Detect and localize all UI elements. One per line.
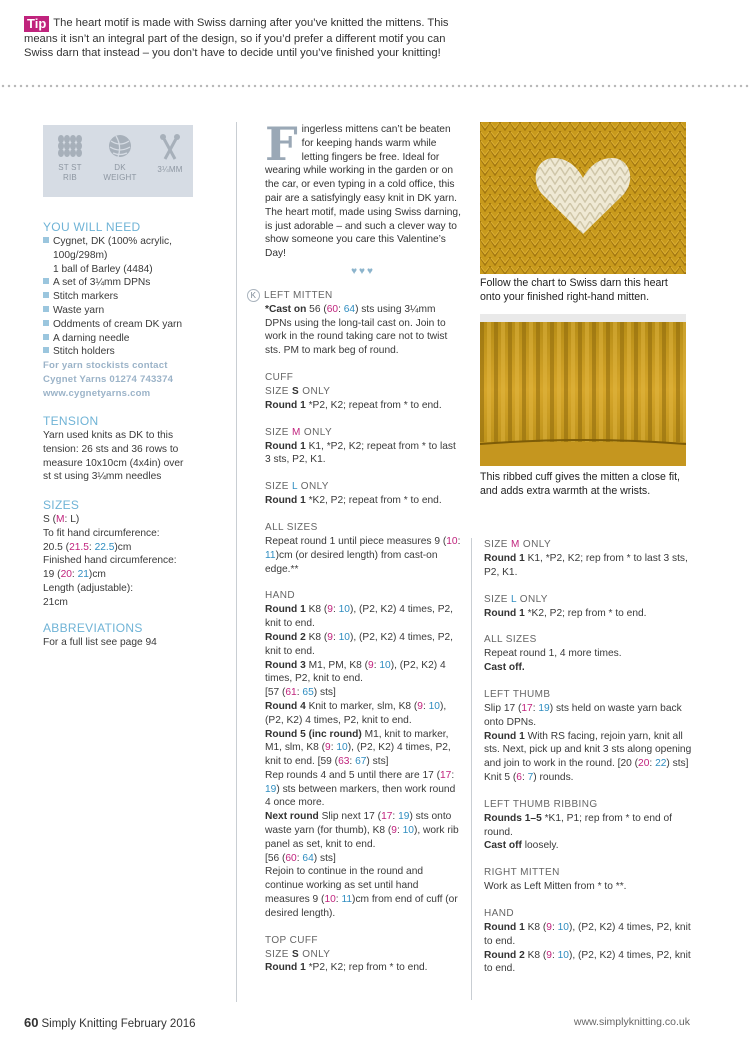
fit-label: To fit hand circumference: bbox=[43, 527, 160, 539]
stitch-icon bbox=[55, 133, 85, 159]
section-heading: YOU WILL NEED bbox=[43, 220, 141, 234]
size-l-label: SIZE L ONLY bbox=[265, 481, 329, 493]
tension-line: st st using 3¼mm needles bbox=[43, 471, 162, 483]
yarn-ball-icon bbox=[106, 133, 134, 159]
tension-line: measure 10x10cm (4x4in) over bbox=[43, 457, 184, 469]
section-heading: ABBREVIATIONS bbox=[43, 621, 143, 635]
info-item-line1: ST ST bbox=[58, 163, 82, 172]
size-l-label: SIZE L ONLY bbox=[484, 593, 548, 605]
section-heading: SIZES bbox=[43, 498, 80, 512]
all-sizes-text: Repeat round 1, 4 more times. bbox=[484, 648, 622, 660]
top-cuff-l-round: Round 1 *K2, P2; rep from * to end. bbox=[484, 607, 647, 619]
info-item-line1: DK bbox=[114, 163, 126, 172]
stockist-url[interactable]: www.cygnetyarns.com bbox=[43, 387, 151, 399]
sizes-section bbox=[43, 498, 218, 610]
top-cuff-m-round: Round 1 K1, *P2, K2; rep from * to last 3 sts, P2, K1. bbox=[484, 553, 688, 578]
needles-icon bbox=[157, 133, 183, 161]
footer-url[interactable]: www.simplyknitting.co.uk bbox=[573, 1016, 690, 1028]
you-will-need-section bbox=[43, 220, 218, 401]
photo-caption-2: This ribbed cuff gives the mitten a close fit, and adds extra warmth at the wrists. bbox=[480, 471, 681, 497]
hand-round-5: Round 5 (inc round) M1, knit to marker, M1, slm, K8 (9: 10), (P2, K2) 4 times, P2, knit to end. [59 (63: 67) sts] bbox=[265, 728, 451, 768]
fit-values: 20.5 (21.5: 22.5)cm bbox=[43, 541, 132, 553]
cuff-m-round: Round 1 K1, *P2, K2; repeat from * to last 3 sts, P2, K1. bbox=[265, 440, 456, 466]
list-item: A darning needle bbox=[43, 332, 218, 346]
size-s-label: SIZE S ONLY bbox=[265, 385, 331, 397]
drop-cap: F bbox=[265, 117, 298, 171]
tip-box bbox=[24, 16, 464, 60]
hand-rejoin: Rejoin to continue in the round and continue working as set until hand measures 9 (10: 11)cm from end of cuff (or desired length). bbox=[265, 866, 458, 919]
hand-heading: HAND bbox=[265, 590, 295, 602]
list-item: Stitch markers bbox=[43, 290, 218, 304]
info-item-needles bbox=[145, 133, 195, 175]
info-item-weight bbox=[95, 133, 145, 183]
thumb-slip: Slip 17 (17: 19) sts held on waste yarn back onto DPNs. bbox=[484, 702, 682, 728]
heart-mitten-photo bbox=[480, 122, 686, 274]
right-mitten-heading: RIGHT MITTEN bbox=[484, 867, 560, 879]
finished-values: 19 (20: 21)cm bbox=[43, 569, 106, 581]
info-item-stitch bbox=[45, 133, 95, 183]
list-item-cont: 100g/298m) bbox=[53, 249, 108, 261]
list-item-cont: 1 ball of Barley (4484) bbox=[53, 263, 153, 275]
thumb-ribbing-castoff: Cast off loosely. bbox=[484, 840, 559, 852]
abbreviations-section bbox=[43, 621, 218, 650]
hand-next-count: [56 (60: 64) sts] bbox=[265, 852, 336, 864]
magazine-issue: Simply Knitting February 2016 bbox=[41, 1018, 196, 1030]
tension-section bbox=[43, 414, 218, 484]
bullet-icon bbox=[43, 334, 49, 340]
tension-line: Yarn used knits as DK to this bbox=[43, 430, 174, 441]
top-cuff-size: SIZE S ONLY bbox=[265, 948, 331, 960]
hand-round-3-count: [57 (61: 65) sts] bbox=[265, 687, 336, 699]
top-cuff-heading: TOP CUFF bbox=[265, 934, 318, 946]
cast-on-instruction: *Cast on 56 (60: 64) sts using 3¼mm DPNs using the long-tail cast on. Join to work in the round taking care not to twist sts. PM to mark beg of round. bbox=[265, 303, 448, 357]
pattern-right-column bbox=[484, 538, 694, 976]
size-m-label: SIZE M ONLY bbox=[484, 539, 552, 550]
cuff-heading: CUFF bbox=[265, 371, 294, 383]
thumb-ribbing-rounds: Rounds 1–5 *K1, P1; rep from * to end of round. bbox=[484, 812, 672, 838]
list-item: Oddments of cream DK yarn bbox=[43, 318, 218, 332]
bullet-icon bbox=[43, 278, 49, 284]
photo-caption-1: Follow the chart to Swiss darn this heart onto your finished right-hand mitten. bbox=[480, 277, 668, 303]
cuff-l-round: Round 1 *K2, P2; repeat from * to end. bbox=[265, 495, 442, 507]
section-heading: TENSION bbox=[43, 414, 99, 428]
footer-left bbox=[24, 1015, 196, 1030]
tip-label: Tip bbox=[24, 16, 49, 32]
left-mitten-heading: K LEFT MITTEN bbox=[265, 289, 461, 303]
thumb-round-1: Round 1 With RS facing, rejoin yarn, knit all sts. Next, pick up and knit 3 sts along opening and join to work in the round. [20 (20: 22) sts] bbox=[484, 730, 692, 770]
pattern-middle-column bbox=[250, 117, 461, 975]
page-number: 60 bbox=[24, 1015, 39, 1030]
right-mitten-text: Work as Left Mitten from * to **. bbox=[484, 881, 627, 893]
hand-round-4: Round 4 Knit to marker, slm, K8 (9: 10), (P2, K2) 4 times, P2, knit to end. bbox=[265, 700, 447, 726]
cuff-s-round: Round 1 *P2, K2; repeat from * to end. bbox=[265, 399, 442, 411]
stockist-contact: For yarn stockists contact bbox=[43, 360, 168, 372]
abbreviations-text: For a full list see page 94 bbox=[43, 637, 157, 648]
info-item-line2: WEIGHT bbox=[103, 173, 137, 182]
hand-round-2: Round 2 K8 (9: 10), (P2, K2) 4 times, P2, knit to end. bbox=[265, 631, 453, 657]
info-item-line1: 3¼MM bbox=[157, 165, 183, 174]
tip-text: The heart motif is made with Swiss darning after you’ve knitted the mittens. This means it isn’t an integral part of the design, so if you’d prefer a different motif you can Swiss darn that instead – you don’t have to decide until you’ve finished your knitting! bbox=[24, 17, 449, 59]
right-hand-heading: HAND bbox=[484, 907, 514, 919]
tension-line: tension: 26 sts and 36 rows to bbox=[43, 443, 179, 455]
info-item-line2: RIB bbox=[63, 173, 77, 182]
bullet-icon bbox=[43, 347, 49, 353]
bullet-icon bbox=[43, 237, 49, 243]
list-item: Waste yarn bbox=[43, 304, 218, 318]
size-m-label: SIZE M ONLY bbox=[265, 426, 333, 438]
hand-round-1: Round 1 K8 (9: 10), (P2, K2) 4 times, P2, knit to end. bbox=[265, 604, 453, 630]
bullet-icon bbox=[43, 292, 49, 298]
intro-paragraph: Fingerless mittens can’t be beaten for keeping hands warm while letting fingers be free. Ideal for wearing while working in the garden or on the car, or even typing in a cold office, this pair are a satisfyingly easy knit in DK yarn. The heart motif, made using Swiss darning, is just adorable – and such a clever way to show someone you care this Valentine’s Day! bbox=[265, 117, 461, 260]
heart-separator-icon: ♥♥♥ bbox=[351, 265, 375, 277]
left-thumb-heading: LEFT THUMB bbox=[484, 688, 551, 700]
all-sizes-heading: ALL SIZES bbox=[265, 521, 318, 533]
all-sizes-text: Repeat round 1 until piece measures 9 (10: 11)cm (or desired length) from cast-on edge.** bbox=[265, 535, 461, 575]
list-item: A set of 3¼mm DPNs bbox=[43, 276, 218, 290]
hand-round-3: Round 3 M1, PM, K8 (9: 10), (P2, K2) 4 times, P2, knit to end. bbox=[265, 659, 446, 685]
size-options: S (M: L) bbox=[43, 514, 80, 525]
k-badge-icon: K bbox=[247, 289, 260, 302]
thumb-knit: Knit 5 (6: 7) rounds. bbox=[484, 771, 574, 783]
dotted-divider bbox=[0, 84, 750, 88]
stockist-phone: Cygnet Yarns 01274 743374 bbox=[43, 373, 174, 385]
top-cuff-round: Round 1 *P2, K2; rep from * to end. bbox=[265, 962, 428, 974]
list-item: Cygnet, DK (100% acrylic, bbox=[43, 235, 218, 249]
hand-next-round: Next round Slip next 17 (17: 19) sts onto waste yarn (for thumb), K8 (9: 10), work rib panel as set, knit to end. bbox=[265, 811, 459, 850]
pattern-info-box bbox=[43, 125, 193, 197]
right-hand-round-2: Round 2 K8 (9: 10), (P2, K2) 4 times, P2, knit to end. bbox=[484, 949, 691, 975]
finished-label: Finished hand circumference: bbox=[43, 555, 177, 567]
column-divider bbox=[236, 122, 237, 1002]
length-label: Length (adjustable): bbox=[43, 582, 134, 594]
right-hand-round-1: Round 1 K8 (9: 10), (P2, K2) 4 times, P2, knit to end. bbox=[484, 921, 691, 947]
hand-repeat: Rep rounds 4 and 5 until there are 17 (17: 19) sts between markers, then work round 4 once more. bbox=[265, 769, 456, 809]
ribbed-cuff-photo bbox=[480, 314, 686, 466]
all-sizes-heading: ALL SIZES bbox=[484, 634, 537, 646]
thumb-ribbing-heading: LEFT THUMB RIBBING bbox=[484, 798, 598, 810]
list-item: Stitch holders bbox=[43, 345, 218, 359]
cast-off-text: Cast off. bbox=[484, 662, 525, 674]
column-divider bbox=[471, 538, 472, 1000]
bullet-icon bbox=[43, 306, 49, 312]
length-value: 21cm bbox=[43, 596, 68, 608]
bullet-icon bbox=[43, 320, 49, 326]
